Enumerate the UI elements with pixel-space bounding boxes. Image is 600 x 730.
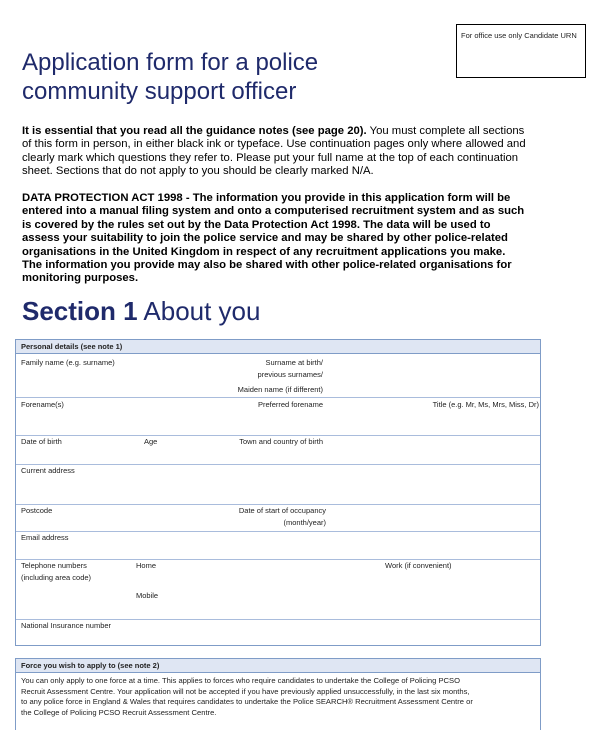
force-notice [21, 676, 541, 718]
birth-row [16, 435, 540, 465]
surname-birth-label-2: previous surnames/ [257, 370, 323, 379]
home-phone-label: Home [136, 561, 157, 570]
force-notice-line-4: the College of Policing PCSO Recruit Assessment Centre. [21, 707, 217, 717]
title-line-1: Application form for a police [22, 49, 319, 76]
maiden-name-label: Maiden name (if different) [237, 385, 323, 394]
dob-label: Date of birth [21, 437, 62, 446]
forenames-row [16, 397, 540, 436]
title-label: Title (e.g. Mr, Ms, Mrs, Miss, Dr) [432, 400, 539, 409]
ni-label: National Insurance number [21, 621, 112, 630]
family-name-label: Family name (e.g. surname) [21, 358, 115, 367]
age-label: Age [144, 437, 158, 446]
email-label: Email address [21, 533, 69, 542]
phone-label-2: (including area code) [21, 573, 92, 582]
force-notice-line-1: You can only apply to one force at a time. This applies to forces who require candidates to undertake the College of Policing PCSO [21, 676, 461, 685]
personal-details-header: Personal details (see note 1) [16, 340, 540, 354]
section-title [22, 296, 260, 327]
preferred-forename-label: Preferred forename [257, 400, 323, 409]
address-label: Current address [21, 466, 75, 475]
ni-row [16, 619, 540, 645]
section-name: About you [143, 296, 261, 326]
urn-label: For office use only Candidate URN [461, 31, 577, 40]
forenames-label: Forename(s) [21, 400, 64, 409]
postcode-label: Postcode [21, 506, 53, 515]
force-notice-line-3: to any police force in England & Wales that requires candidates to undertake the Police SEARCH® Recruitment Assessment Centre or [21, 697, 473, 706]
force-header: Force you wish to apply to (see note 2) [16, 659, 540, 673]
address-row [16, 464, 540, 505]
personal-details-table [15, 339, 541, 646]
force-table [15, 658, 541, 730]
occupancy-label-2: (month/year) [283, 518, 326, 527]
mobile-phone-label: Mobile [136, 591, 159, 600]
phone-label-1: Telephone numbers [21, 561, 87, 570]
name-row [16, 354, 540, 398]
intro-paragraph [22, 125, 527, 179]
occupancy-label-1: Date of start of occupancy [238, 506, 326, 515]
surname-birth-label-1: Surname at birth/ [265, 358, 323, 367]
office-use-urn-box [456, 24, 586, 78]
title-line-2: community support officer [22, 78, 297, 105]
work-phone-label: Work (if convenient) [385, 561, 452, 570]
force-notice-line-2: Recruit Assessment Centre. Your application will not be accepted if you have previously applied unsuccessfully, in the last six months, [21, 686, 470, 696]
phone-row [16, 559, 540, 620]
data-protection-paragraph: DATA PROTECTION ACT 1998 - The information you provide in this application form will be entered into a manual filing system and onto a computerised recruitment system and as such is covered by the rules set out by the Data Protection Act 1998. The data will be used to assess your suitability to join the police service and may be shared by other police-related organisations in the United Kingdom in respect of any recruitment applications you make. The information you provide may also be shared with other police-related organisations for monitoring purposes. [22, 192, 525, 285]
postcode-row [16, 504, 540, 532]
town-birth-label: Town and country of birth [239, 437, 323, 446]
email-row [16, 531, 540, 560]
intro-rest: You must complete all sections of this form in person, in either black ink or typeface. Use continuation pages only where allowed and clearly mark which questions they refer to. Please put your full name at the top of each continuation sheet. Sections that do not apply to you should be clearly marked N/A. [22, 125, 526, 178]
section-number: Section 1 [22, 296, 138, 326]
intro-bold: It is essential that you read all the guidance notes (see page 20). [22, 125, 367, 137]
page-title [22, 48, 442, 106]
